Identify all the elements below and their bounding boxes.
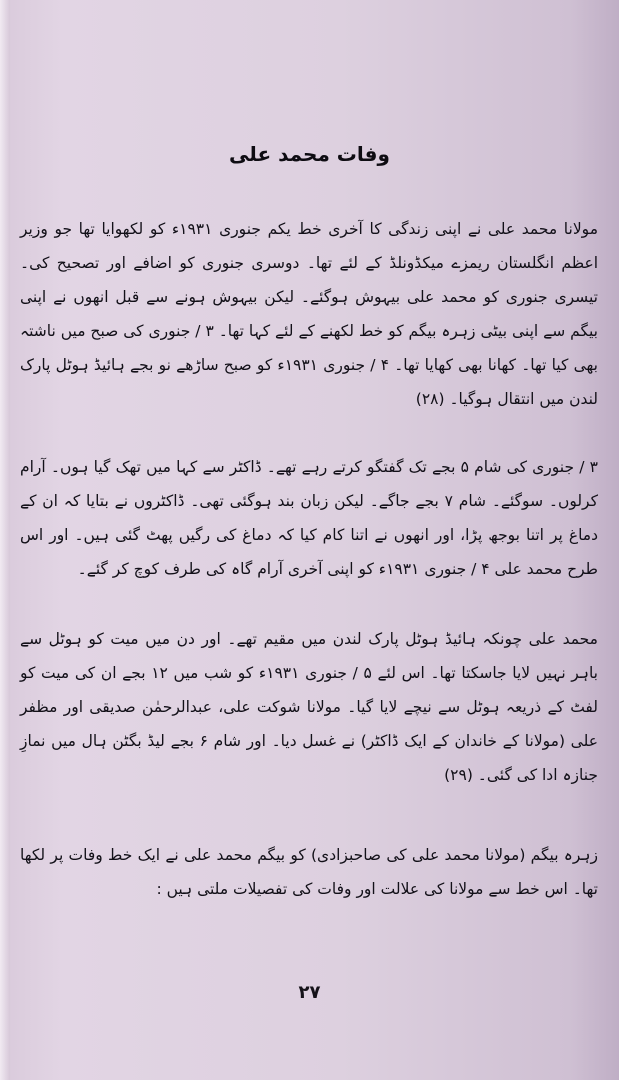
- paragraph-3: محمد علی چونکہ ہائیڈ ہوٹل پارک لندن میں مقیم تھے۔ اور دن میں میت کو ہوٹل سے باہر نہیں لایا جاسکتا تھا۔ اس لئے ۵ / جنوری ۱۹۳۱ء کو شب میں ۱۲ بجے ان کی میت کو لفٹ کے ذریعہ ہوٹل سے نیچے لایا گیا۔ مولانا شوکت علی، عبدالرحمٰن صدیقی اور مظفر علی (مولانا کے خاندان کے ایک ڈاکٹر) نے غسل دیا۔ اور شام ۶ بجے لیڈ بگٹن ہال میں نمازِ جنازہ ادا کی گئی۔ (۲۹): [20, 630, 598, 784]
- chapter-title: وفات محمد علی: [229, 142, 390, 166]
- paragraph-1: مولانا محمد علی نے اپنی زندگی کا آخری خط یکم جنوری ۱۹۳۱ء کو لکھوایا تھا جو وزیر اعظم انگلستان ریمزے میکڈونلڈ کے لئے تھا۔ دوسری جنوری کو اضافے اور تصحیح کی۔ تیسری جنوری کو محمد علی بیہوش ہوگئے۔ لیکن بیہوش ہونے سے قبل انھوں نے اپنی بیگم سے اپنی بیٹی زہرہ بیگم کو خط لکھنے کے لئے کہا تھا۔ ۳ / جنوری کی صبح میں ناشتہ بھی کیا تھا۔ کھانا بھی کھایا تھا۔ ۴ / جنوری ۱۹۳۱ء کو صبح ساڑھے نو بجے ہائیڈ ہوٹل پارک لندن میں انتقال ہوگیا۔ (۲۸): [20, 220, 599, 408]
- page-number: ۲۷: [298, 982, 321, 1003]
- paragraph-2: ۳ / جنوری کی شام ۵ بجے تک گفتگو کرتے رہے تھے۔ ڈاکٹر سے کہا میں تھک گیا ہوں۔ آرام کرلوں۔ سوگئے۔ شام ۷ بجے جاگے۔ لیکن زبان بند ہوگئی تھی۔ ڈاکٹروں نے بتایا کہ ان کے دماغ پر اتنا بوجھ پڑا، اور انھوں نے اتنا کام کیا کہ دماغ کی رگیں پھٹ گئی ہیں۔ اور اس طرح محمد علی ۴ / جنوری ۱۹۳۱ء کو اپنی آخری آرام گاہ کی طرف کوچ کر گئے۔: [20, 458, 598, 578]
- paragraph-4: زہرہ بیگم (مولانا محمد علی کی صاحبزادی) کو بیگم محمد علی نے ایک خط وفات پر لکھا تھا۔ اس خط سے مولانا کی علالت اور وفات کی تفصیلات ملتی ہیں :: [20, 846, 598, 898]
